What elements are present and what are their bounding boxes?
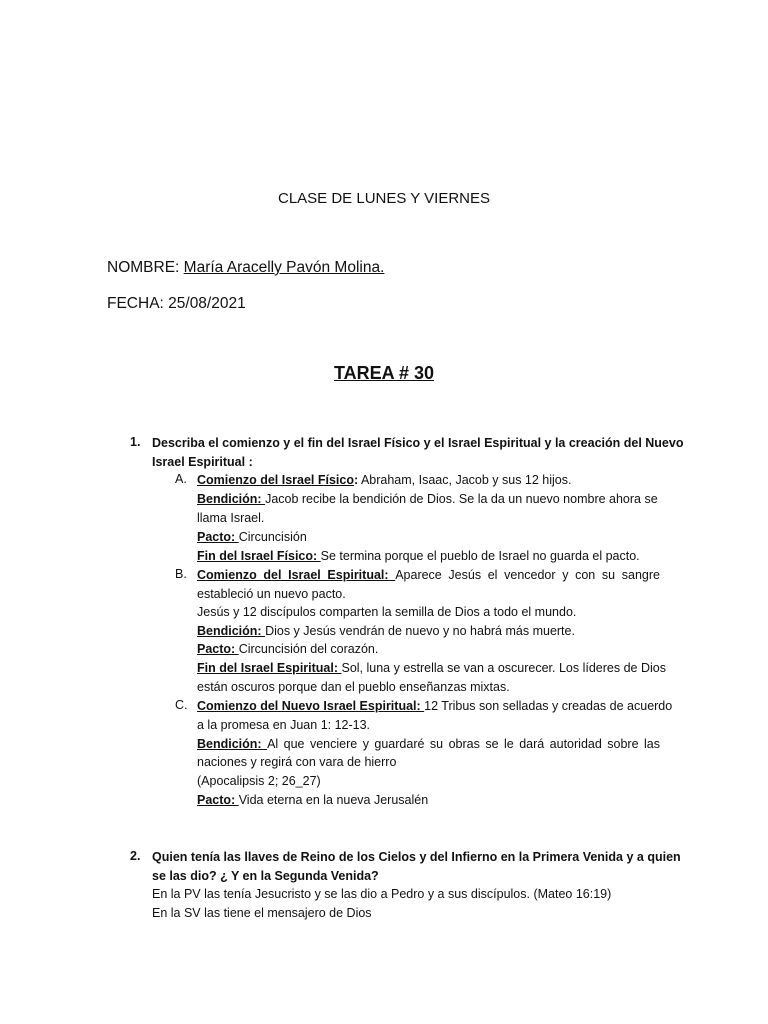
nombre-line: [107, 259, 384, 277]
item-a-letter: A.: [175, 472, 187, 486]
item-b-comienzo-cont: estableció un nuevo pacto.: [197, 587, 346, 601]
item-b-line3: Jesús y 12 discípulos comparten la semilla de Dios a todo el mundo.: [197, 605, 577, 619]
item-c-pacto: Pacto: Vida eterna en la nueva Jerusalén: [197, 793, 429, 807]
tarea-heading: TAREA # 30: [333, 363, 435, 383]
nombre-label: NOMBRE:: [107, 259, 184, 276]
item-b-bendicion: Bendición: Dios y Jesús vendrán de nuevo y no habrá más muerte.: [197, 624, 575, 638]
item-c-bendicion-cont: naciones y regirá con vara de hierro: [197, 755, 397, 769]
q2-answer-line2: En la SV las tiene el mensajero de Dios: [152, 906, 372, 920]
item-b-comienzo: Comienzo del Israel Espiritual: Aparece Jesús el vencedor y con su sangre: [197, 568, 660, 582]
item-a-bendicion: Bendición: Jacob recibe la bendición de Dios. Se la da un nuevo nombre ahora se: [197, 492, 658, 506]
item-c-letter: C.: [175, 698, 188, 712]
item-b-fin: Fin del Israel Espiritual: Sol, luna y estrella se van a oscurecer. Los líderes de Dios: [197, 661, 666, 675]
item-c-comienzo-cont: a la promesa en Juan 1: 12-13.: [197, 718, 371, 732]
q2-text-line1: Quien tenía las llaves de Reino de los Cielos y del Infierno en la Primera Venida y a quien: [152, 850, 681, 864]
page-title: CLASE DE LUNES Y VIERNES: [277, 190, 491, 207]
item-b-letter: B.: [175, 567, 187, 581]
item-a-fin: Fin del Israel Físico: Se termina porque el pueblo de Israel no guarda el pacto.: [197, 549, 640, 563]
item-b-fin-cont: están oscuros porque dan el pueblo enseñanzas mixtas.: [197, 680, 510, 694]
q2-number: 2.: [130, 849, 141, 863]
item-c-ref: (Apocalipsis 2; 26_27): [197, 774, 321, 788]
q1-text-line1: Describa el comienzo y el fin del Israel Físico y el Israel Espiritual y la creación del Nuevo: [152, 436, 684, 450]
item-a-pacto: Pacto: Circuncisión: [197, 530, 307, 544]
item-a-comienzo: Comienzo del Israel Físico: Abraham, Isaac, Jacob y sus 12 hijos.: [197, 473, 572, 487]
fecha-line: FECHA: 25/08/2021: [107, 295, 246, 312]
nombre-value: María Aracelly Pavón Molina.: [183, 259, 385, 276]
item-c-bendicion: Bendición: Al que venciere y guardaré su obras se le dará autoridad sobre las: [197, 737, 660, 751]
item-a-bendicion-cont: llama Israel.: [197, 511, 265, 525]
q1-number: 1.: [130, 435, 141, 449]
item-c-comienzo: Comienzo del Nuevo Israel Espiritual: 12 Tribus son selladas y creadas de acuerdo: [197, 699, 673, 713]
q1-text-line2: Israel Espiritual :: [152, 455, 253, 469]
q2-text-line2: se las dio? ¿ Y en la Segunda Venida?: [152, 869, 379, 883]
item-b-pacto: Pacto: Circuncisión del corazón.: [197, 642, 379, 656]
a-comienzo-label: Comienzo del Israel Físico: [197, 473, 354, 487]
q2-answer-line1: En la PV las tenía Jesucristo y se las dio a Pedro y a sus discípulos. (Mateo 16:19): [152, 887, 612, 901]
